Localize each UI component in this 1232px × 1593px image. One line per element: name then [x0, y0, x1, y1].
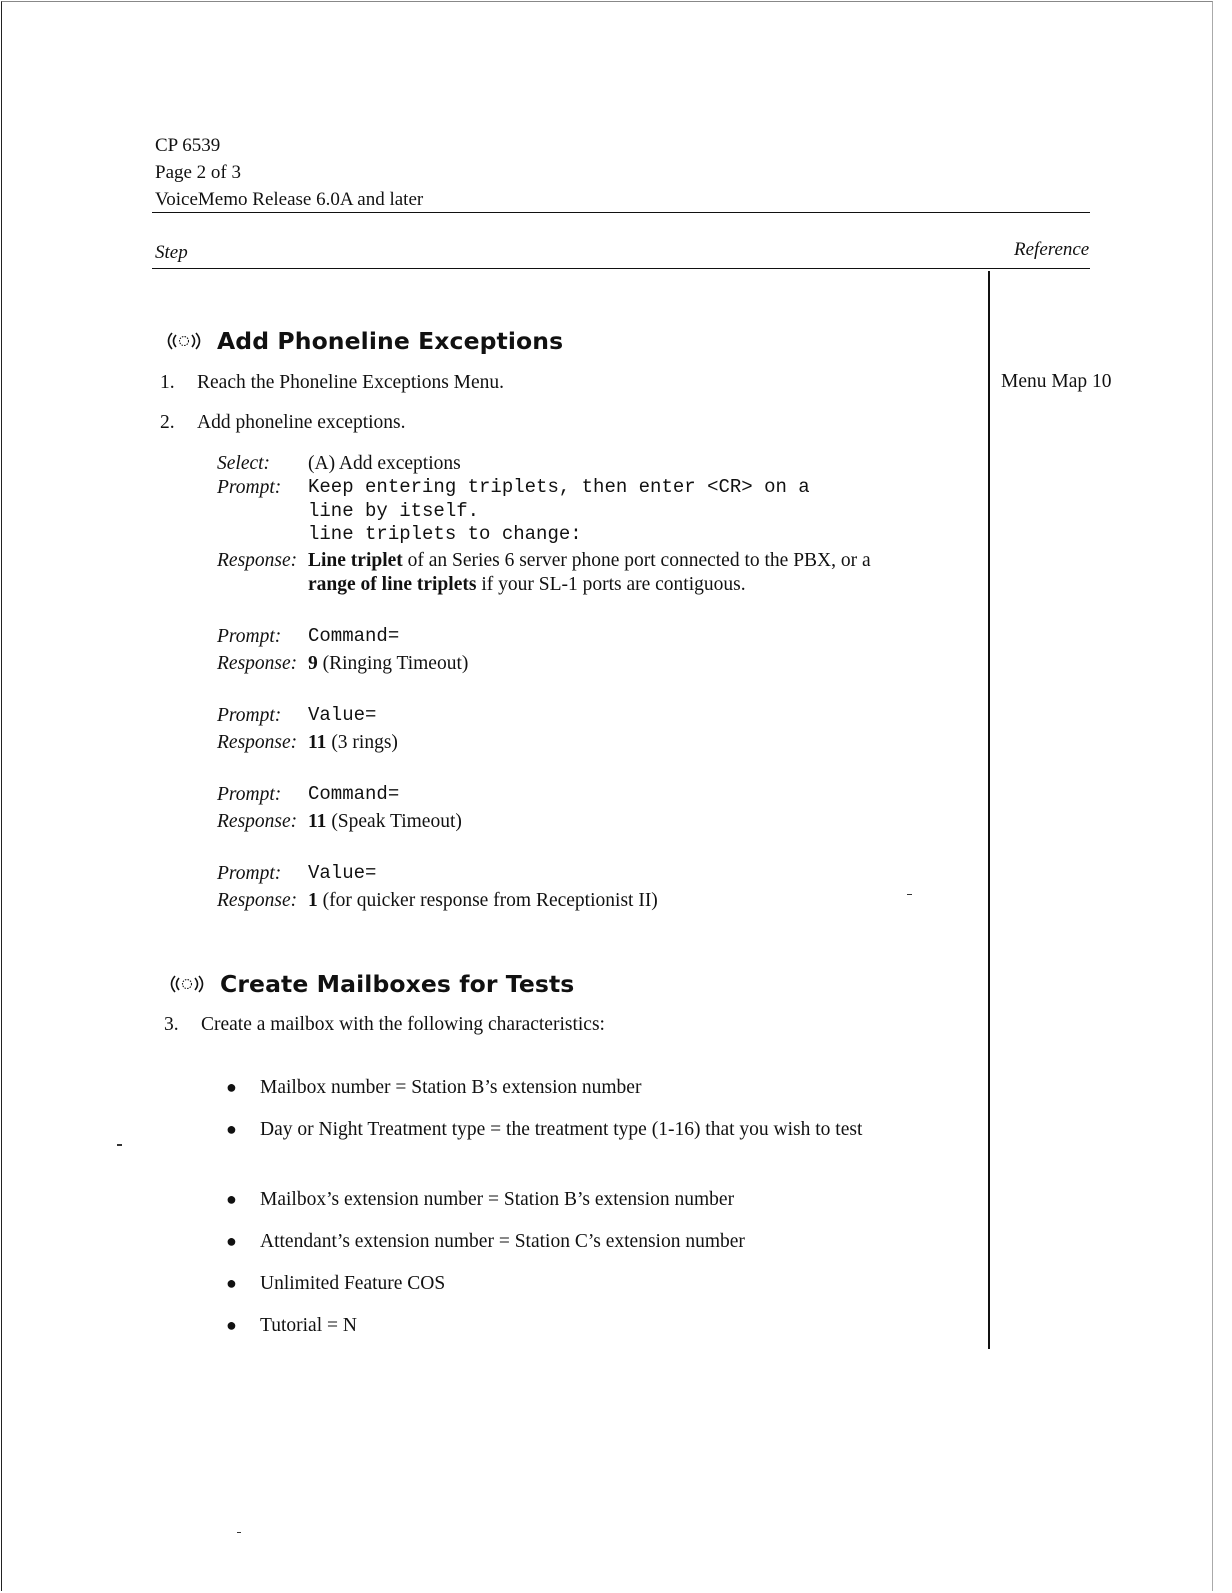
prompt-response-pair [217, 783, 462, 834]
step-text: Create a mailbox with the following characteristics: [201, 1014, 605, 1035]
step-number: 2. [160, 412, 175, 433]
list-item-text: Mailbox number = Station B’s extension number [260, 1077, 642, 1098]
page-header [155, 132, 423, 213]
scan-mark [907, 894, 912, 895]
response-bold: Line triplet [308, 549, 403, 571]
response-rest: (Ringing Timeout) [317, 653, 469, 674]
list-item [226, 1186, 946, 1213]
response-label: Response: [217, 653, 298, 674]
response-rest: of an Series 6 server phone port connected to the PBX, or a [402, 549, 871, 571]
select-value: (A) Add exceptions [308, 453, 461, 474]
prompt-response-pair [217, 704, 398, 755]
release-line: VoiceMemo Release 6.0A and later [155, 189, 424, 210]
bullet-icon: ● [226, 1077, 237, 1097]
step-text: Reach the Phoneline Exceptions Menu. [197, 372, 505, 393]
step-2 [160, 412, 406, 434]
reference-divider [988, 271, 990, 1349]
response-label: Response: [217, 890, 298, 911]
prompt-text: Keep entering triplets, then enter <CR> on a line by itself. line triplets to change: [308, 476, 810, 545]
section-title: Add Phoneline Exceptions [217, 327, 564, 355]
list-item [226, 1116, 946, 1143]
bullet-icon: ● [226, 1315, 237, 1335]
bullet-icon: ● [226, 1231, 237, 1251]
reference-column-label: Reference [1014, 239, 1090, 260]
response-rest: if your SL-1 ports are contiguous. [476, 573, 746, 595]
prompt-label: Prompt: [217, 626, 282, 647]
response-bold: 11 [308, 732, 327, 753]
reference-menu-map: Menu Map 10 [1001, 371, 1112, 392]
bullet-icon: ● [226, 1189, 237, 1209]
prompt-text: Value= [308, 862, 377, 884]
prompt-text: Command= [308, 625, 400, 647]
prompt-label: Prompt: [217, 705, 282, 726]
step-1 [160, 372, 504, 394]
response-text [308, 731, 398, 755]
list-item [226, 1312, 946, 1339]
response-text [308, 549, 871, 597]
step-number: 1. [160, 372, 175, 393]
list-item [226, 1270, 946, 1297]
response-rest: (Speak Timeout) [326, 811, 462, 832]
bullet-icon: ● [226, 1273, 237, 1293]
list-item-text: Tutorial = N [260, 1315, 357, 1336]
scan-mark [237, 1532, 241, 1533]
select-prompt-block [217, 452, 871, 597]
phone-ring-icon [163, 330, 205, 352]
header-rule [152, 212, 1090, 213]
prompt-response-pair [217, 625, 468, 676]
response-bold: range of line triplets [308, 573, 477, 595]
section-title: Create Mailboxes for Tests [220, 970, 575, 998]
bullet-icon: ● [226, 1119, 237, 1139]
phone-ring-icon [166, 973, 208, 995]
prompt-text: Value= [308, 704, 377, 726]
prompt-label: Prompt: [217, 477, 282, 498]
step-column-label: Step [155, 242, 188, 263]
section-heading-add-phoneline [163, 327, 563, 355]
list-item [226, 1228, 946, 1255]
list-item-text: Day or Night Treatment type = the treatment type (1-16) that you wish to test [260, 1119, 863, 1140]
column-rule [152, 268, 1090, 269]
response-bold: 11 [308, 811, 327, 832]
scan-mark [117, 1144, 122, 1146]
response-label: Response: [217, 732, 298, 753]
response-label: Response: [217, 811, 298, 832]
select-label: Select: [217, 453, 271, 474]
response-text [308, 810, 462, 834]
response-text [308, 889, 658, 913]
prompt-text: Command= [308, 783, 400, 805]
step-3 [164, 1014, 605, 1036]
list-item [226, 1074, 946, 1101]
prompt-label: Prompt: [217, 784, 282, 805]
section-heading-create-mailboxes [166, 970, 574, 998]
step-text: Add phoneline exceptions. [197, 412, 406, 433]
page-number: Page 2 of 3 [155, 162, 242, 183]
list-item-text: Unlimited Feature COS [260, 1273, 446, 1294]
response-rest: (3 rings) [326, 732, 398, 753]
step-number: 3. [164, 1014, 179, 1035]
response-label: Response: [217, 549, 298, 571]
list-item-text: Attendant’s extension number = Station C’s extension number [260, 1231, 745, 1252]
doc-id: CP 6539 [155, 135, 221, 156]
prompt-response-pair [217, 862, 658, 913]
prompt-label: Prompt: [217, 863, 282, 884]
list-item-text: Mailbox’s extension number = Station B’s extension number [260, 1189, 735, 1210]
response-rest: (for quicker response from Receptionist II) [317, 890, 658, 911]
response-text [308, 652, 468, 676]
response-bold: 1 [308, 890, 318, 911]
response-bold: 9 [308, 653, 318, 674]
